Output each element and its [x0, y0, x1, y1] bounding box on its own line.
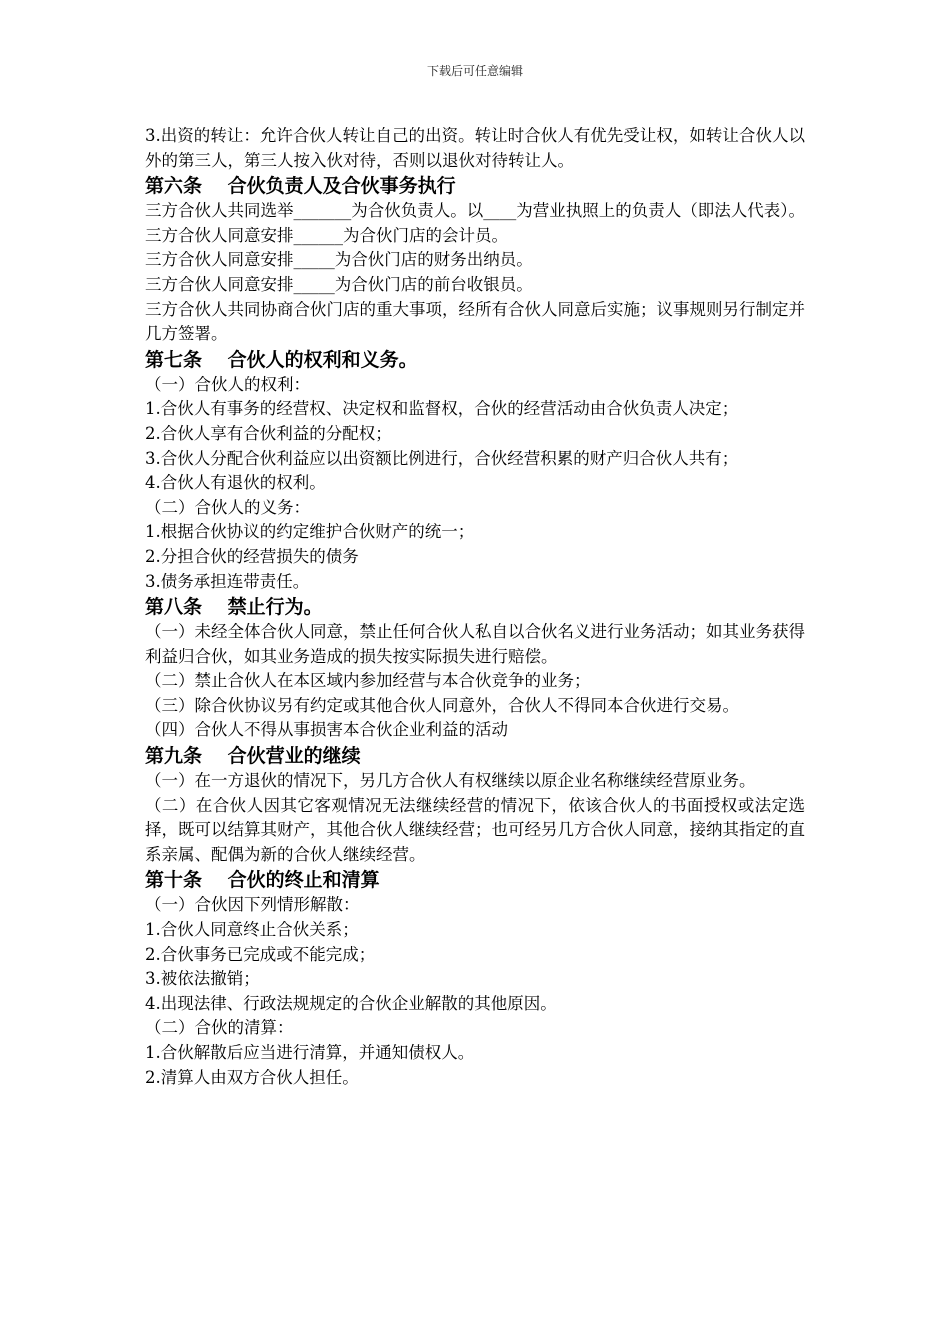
- paragraph: （三）除合伙协议另有约定或其他合伙人同意外，合伙人不得同本合伙进行交易。: [145, 695, 739, 715]
- section-heading: 第六条 合伙负责人及合伙事务执行: [145, 175, 456, 198]
- paragraph: 4.合伙人有退伙的权利。: [145, 473, 326, 493]
- paragraph: 3.合伙人分配合伙利益应以出资额比例进行，合伙经营积累的财产归合伙人共有；: [145, 448, 739, 468]
- paragraph: （二）禁止合伙人在本区域内参加经营与本合伙竞争的业务；: [145, 671, 591, 691]
- paragraph: 1.根据合伙协议的约定维护合伙财产的统一；: [145, 522, 475, 542]
- paragraph: 3.被依法撤销；: [145, 969, 260, 989]
- paragraph: 三方合伙人同意安排______为合伙门店的会计员。: [145, 225, 508, 245]
- paragraph: 2.分担合伙的经营损失的债务: [145, 546, 359, 566]
- paragraph: （二）在合伙人因其它客观情况无法继续经营的情况下，依该合伙人的书面授权或法定选择，既可以结算其财产，其他合伙人继续经营；也可经另几方合伙人同意，接纳其指定的直系亲属、配偶为新的合伙人继续经营。: [145, 795, 805, 864]
- paragraph: （一）合伙人的权利：: [145, 374, 310, 394]
- paragraph: （一）在一方退伙的情况下，另几方合伙人有权继续以原企业名称继续经营原业务。: [145, 771, 756, 791]
- paragraph: 3.债务承担连带责任。: [145, 571, 310, 591]
- section-heading: 第九条 合伙营业的继续: [145, 745, 361, 768]
- document-body: [145, 124, 805, 1090]
- paragraph: 4.出现法律、行政法规规定的合伙企业解散的其他原因。: [145, 993, 557, 1013]
- paragraph: 三方合伙人同意安排_____为合伙门店的财务出纳员。: [145, 250, 533, 270]
- section-heading: 第八条 禁止行为。: [145, 596, 323, 619]
- paragraph: 三方合伙人共同选举_______为合伙负责人。以____为营业执照上的负责人（即法人代表）。: [145, 201, 805, 221]
- paragraph: 1.合伙人同意终止合伙关系；: [145, 920, 359, 940]
- page-header: 下载后可任意编辑: [426, 64, 523, 78]
- paragraph: （一）未经全体合伙人同意，禁止任何合伙人私自以合伙名义进行业务活动；如其业务获得利益归合伙，如其业务造成的损失按实际损失进行赔偿。: [145, 622, 805, 666]
- section-heading: 第七条 合伙人的权利和义务。: [145, 348, 418, 371]
- paragraph: 三方合伙人共同协商合伙门店的重大事项，经所有合伙人同意后实施；议事规则另行制定并几方签署。: [145, 299, 805, 344]
- paragraph: 2.合伙人享有合伙利益的分配权；: [145, 423, 392, 443]
- paragraph: 2.清算人由双方合伙人担任。: [145, 1067, 359, 1087]
- paragraph: （四）合伙人不得从事损害本合伙企业利益的活动: [145, 720, 508, 740]
- paragraph: 3.出资的转让：允许合伙人转让自己的出资。转让时合伙人有优先受让权，如转让合伙人以外的第三人，第三人按入伙对待，否则以退伙对待转让人。: [145, 126, 805, 170]
- section-heading: 第十条 合伙的终止和清算: [145, 869, 380, 892]
- paragraph: 1.合伙人有事务的经营权、决定权和监督权，合伙的经营活动由合伙负责人决定；: [145, 399, 739, 419]
- paragraph: 三方合伙人同意安排_____为合伙门店的前台收银员。: [145, 274, 533, 294]
- paragraph: （二）合伙的清算：: [145, 1018, 294, 1038]
- paragraph: 2.合伙事务已完成或不能完成；: [145, 944, 376, 964]
- paragraph: （二）合伙人的义务：: [145, 497, 310, 517]
- paragraph: 1.合伙解散后应当进行清算，并通知债权人。: [145, 1043, 475, 1062]
- paragraph: （一）合伙因下列情形解散：: [145, 895, 360, 915]
